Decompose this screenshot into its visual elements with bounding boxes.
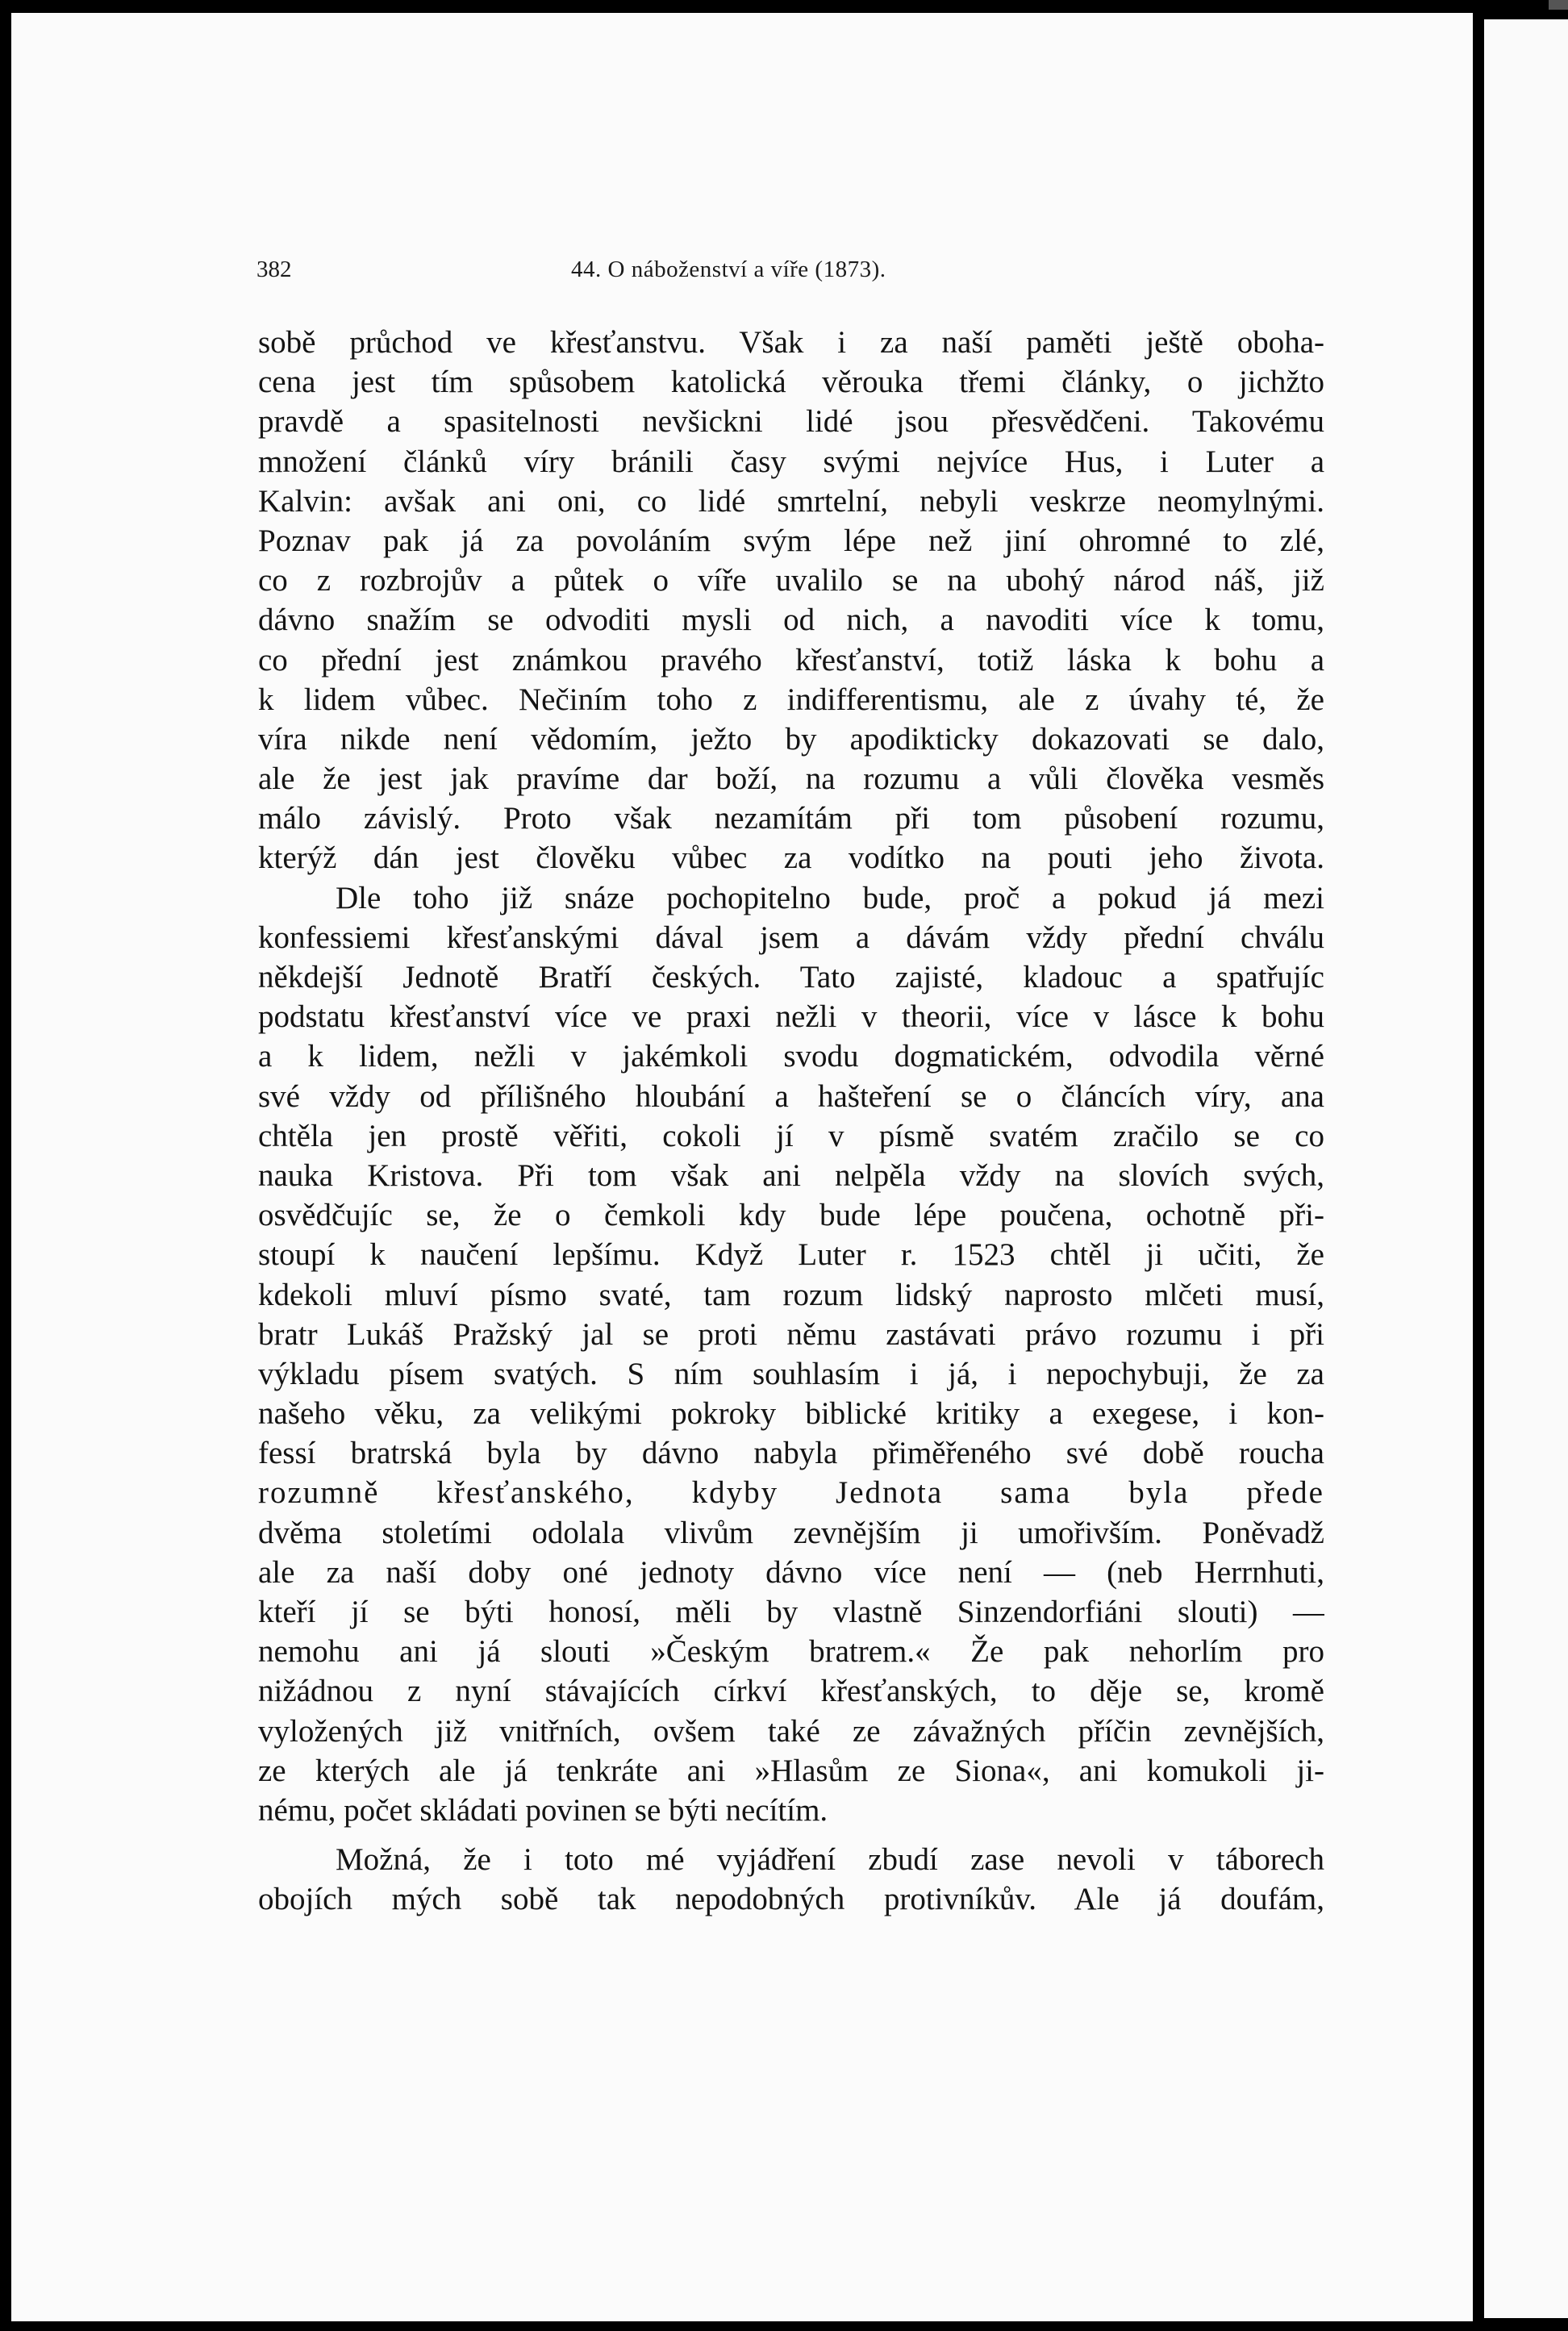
paragraph-gap <box>258 1830 1324 1840</box>
text-line: kterýž dán jest člověku vůbec za vodítko na pouti jeho života. <box>258 840 1324 876</box>
text-line: kdekoli mluví písmo svaté, tam rozum lidský naprosto mlčeti musí, <box>258 1277 1324 1312</box>
facing-page-edge <box>1484 19 1568 2318</box>
text-line: dávno snažím se odvoditi mysli od nich, a navoditi více k tomu, <box>258 603 1324 638</box>
text-line: výkladu písem svatých. S ním souhlasím i já, i nepochybuji, že za <box>258 1356 1324 1391</box>
text-line: své vždy od přílišného hloubání a hašteření se o článcích víry, ana <box>258 1078 1324 1114</box>
text-line: stoupí k naučení lepšímu. Když Luter r. 1523 chtěl ji učiti, že <box>258 1237 1324 1273</box>
text-line: k lidem vůbec. Nečiním toho z indifferentismu, ale z úvahy té, že <box>258 682 1324 717</box>
text-line: dvěma stoletími odolala vlivům zevnějším ji umořivším. Poněvadž <box>258 1515 1324 1550</box>
text-line: ale že jest jak pravíme dar boží, na rozumu a vůli člověka vesměs <box>258 761 1324 797</box>
text-line: rozumně křesťanského, kdyby Jednota sama byla přede <box>258 1475 1324 1511</box>
text-line: někdejší Jednotě Bratří českých. Tato zajisté, kladouc a spatřujíc <box>258 960 1324 995</box>
text-line: pravdě a spasitelnosti nevšickni lidé jsou přesvědčeni. Takovému <box>258 404 1324 440</box>
text-line: nauka Kristova. Při tom však ani nelpěla vždy na slovích svých, <box>258 1157 1324 1193</box>
text-line: co přední jest známkou pravého křesťanství, totiž láska k bohu a <box>258 642 1324 678</box>
text-line: co z rozbrojův a půtek o víře uvalilo se na ubohý národ náš, již <box>258 563 1324 598</box>
scan-corner-mark <box>1549 0 1568 10</box>
text-line: ze kterých ale já tenkráte ani »Hlasům ze Siona«, ani komukoli ji- <box>258 1753 1324 1788</box>
text-line: kteří jí se býti honosí, měli by vlastně Sinzendorfiáni slouti) — <box>258 1595 1324 1629</box>
text-line: našeho věku, za velikými pokroky biblické kritiky a exegese, i kon- <box>258 1396 1324 1432</box>
text-line: množení článků víry bránili časy svými nejvíce Hus, i Luter a <box>258 444 1324 479</box>
text-line: víra nikde není vědomím, ježto by apodikticky dokazovati se dalo, <box>258 721 1324 757</box>
text-line: nému, počet skládati povinen se býti necítím. <box>258 1792 828 1828</box>
text-line: podstatu křesťanství více ve praxi nežli v theorii, více v lásce k bohu <box>258 999 1324 1035</box>
text-line: Kalvin: avšak ani oni, co lidé smrtelní, nebyli veskrze neomylnými. <box>258 483 1324 519</box>
text-line: osvědčujíc se, že o čemkoli kdy bude lépe poučena, ochotně při- <box>258 1198 1324 1233</box>
text-line: chtěla jen prostě věřiti, cokoli jí v písmě svatém zračilo se co <box>258 1118 1324 1153</box>
text-line: cena jest tím spůsobem katolická věrouka třemi články, o jichžto <box>258 365 1324 400</box>
body-text <box>258 323 1324 1920</box>
text-line: nižádnou z nyní stávajících církví křesťanských, to děje se, kromě <box>258 1674 1324 1709</box>
text-line: Možná, že i toto mé vyjádření zbudí zase nevoli v táborech <box>336 1842 1324 1878</box>
text-line: vyložených již vnitřních, ovšem také ze závažných příčin zevnějších, <box>258 1713 1324 1749</box>
text-line: konfessiemi křesťanskými dával jsem a dávám vždy přední chválu <box>258 919 1324 955</box>
text-line: obojích mých sobě tak nepodobných protivníkův. Ale já doufám, <box>258 1882 1324 1917</box>
page-header <box>256 256 1329 289</box>
text-line: ale za naší doby oné jednoty dávno více není — (neb Herrnhuti, <box>258 1554 1324 1590</box>
text-line: a k lidem, nežli v jakémkoli svodu dogmatickém, odvodila věrné <box>258 1039 1324 1074</box>
text-line: fessí bratrská byla by dávno nabyla přiměřeného své době roucha <box>258 1436 1324 1471</box>
text-line: málo závislý. Proto však nezamítám při tom působení rozumu, <box>258 801 1324 836</box>
text-line: Poznav pak já za povoláním svým lépe než jiní ohromné to zlé, <box>258 523 1324 558</box>
page-number: 382 <box>256 256 292 282</box>
running-title: 44. O náboženství a víře (1873). <box>571 256 886 282</box>
text-line: bratr Lukáš Pražský jal se proti němu zastávati právo rozumu i při <box>258 1316 1324 1352</box>
text-line: nemohu ani já slouti »Českým bratrem.« Že pak nehorlím pro <box>258 1634 1324 1670</box>
text-line: Dle toho již snáze pochopitelno bude, proč a pokud já mezi <box>336 880 1324 915</box>
text-line: sobě průchod ve křesťanstvu. Však i za naší paměti ještě oboha- <box>258 325 1324 360</box>
